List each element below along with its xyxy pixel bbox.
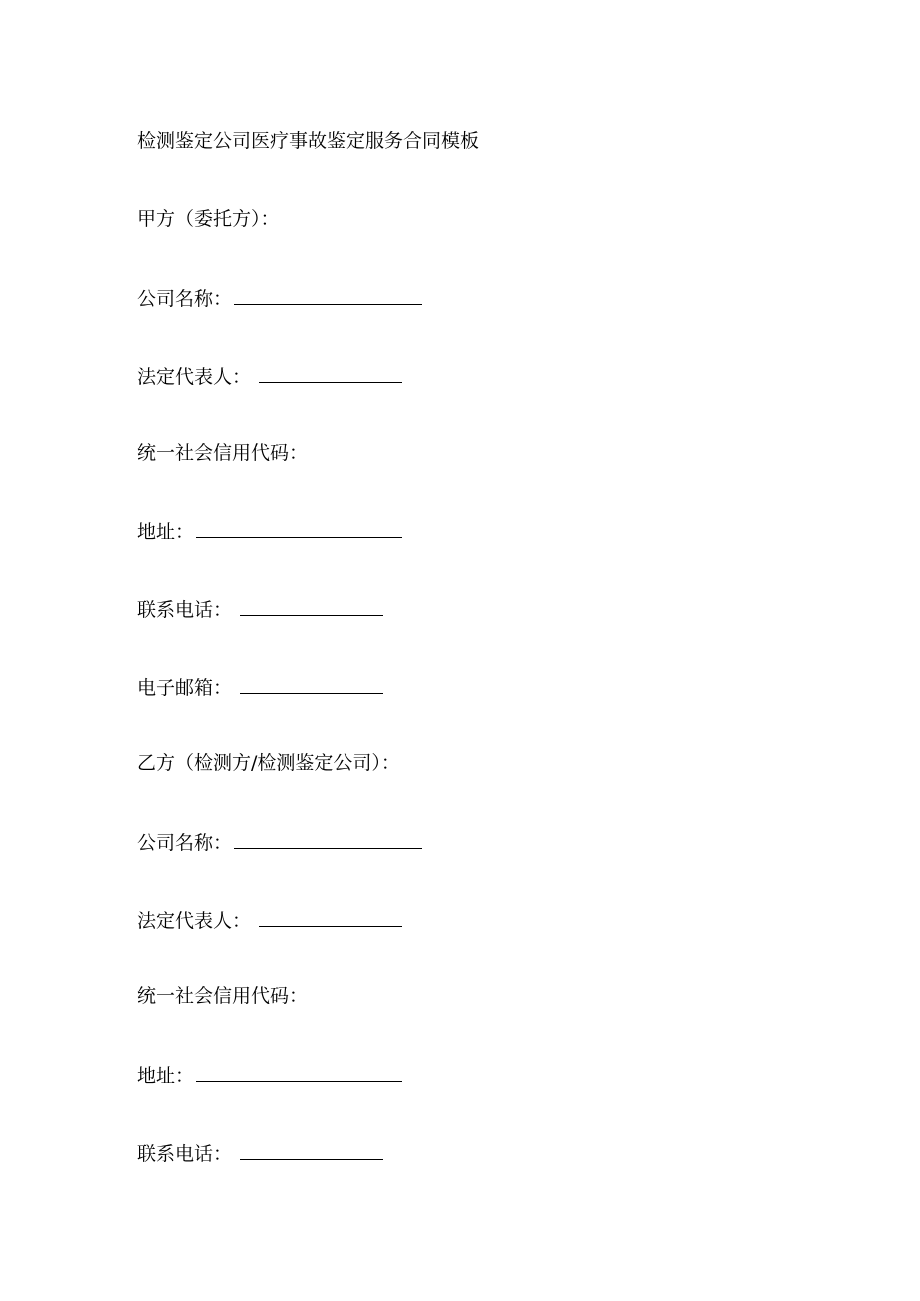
party-b-credit-code-row (137, 983, 308, 1009)
party-a-phone-row (137, 595, 383, 621)
party-a-address-row (137, 517, 402, 543)
party-b-address-label: 地址： (137, 1065, 195, 1087)
party-b-address-row (137, 1061, 402, 1087)
party-a-legal-rep-row (137, 362, 402, 388)
party-a-legal-rep-label: 法定代表人： (137, 366, 252, 388)
party-b-legal-rep-blank[interactable] (259, 906, 402, 927)
party-b-legal-rep-row (137, 906, 402, 932)
party-b-credit-code-label: 统一社会信用代码： (137, 985, 309, 1007)
party-a-company-name-label: 公司名称： (137, 288, 233, 310)
party-a-credit-code-row (137, 440, 308, 466)
party-b-company-name-row (137, 828, 422, 854)
party-b-phone-label: 联系电话： (137, 1143, 233, 1165)
party-a-company-name-blank[interactable] (234, 284, 422, 305)
party-a-phone-blank[interactable] (240, 595, 383, 616)
party-a-email-row (137, 673, 383, 699)
party-a-heading (137, 206, 280, 232)
title-text: 检测鉴定公司医疗事故鉴定服务合同模板 (137, 130, 480, 152)
party-b-company-name-label: 公司名称： (137, 832, 233, 854)
party-b-company-name-blank[interactable] (234, 828, 422, 849)
party-a-phone-label: 联系电话： (137, 599, 233, 621)
party-b-heading-text: 乙方（检测方/检测鉴定公司）： (137, 752, 400, 774)
party-b-phone-blank[interactable] (240, 1139, 383, 1160)
party-b-legal-rep-label: 法定代表人： (137, 910, 252, 932)
party-a-heading-text: 甲方（委托方）： (137, 208, 280, 230)
party-a-legal-rep-blank[interactable] (259, 362, 402, 383)
party-a-company-name-row (137, 284, 422, 310)
party-a-email-label: 电子邮箱： (137, 677, 233, 699)
party-a-email-blank[interactable] (240, 673, 383, 694)
party-b-heading (137, 750, 400, 776)
party-b-address-blank[interactable] (196, 1061, 402, 1082)
party-a-credit-code-label: 统一社会信用代码： (137, 442, 309, 464)
party-b-phone-row (137, 1139, 383, 1165)
party-a-address-blank[interactable] (196, 517, 402, 538)
document-title (137, 128, 479, 154)
party-a-address-label: 地址： (137, 521, 195, 543)
